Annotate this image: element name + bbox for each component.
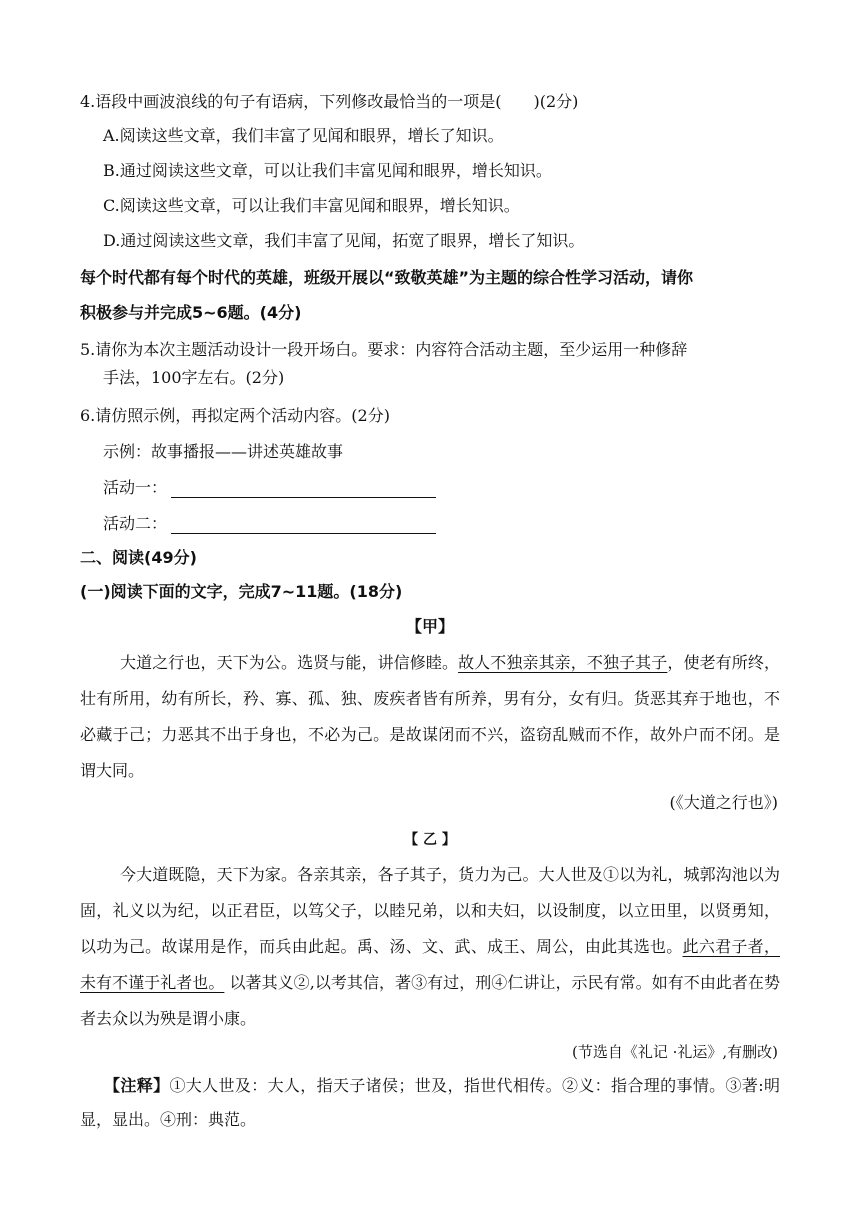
notes: [80, 1069, 780, 1137]
question-6-activity-2: [103, 514, 436, 534]
section-2-subtitle: (一)阅读下面的文字，完成7~11题。(18分): [80, 582, 403, 601]
question-4-stem: 4.语段中画波浪线的句子有语病，下列修改最恰当的一项是( )(2分): [80, 92, 579, 111]
question-6-stem: 6.请仿照示例，再拟定两个活动内容。(2分): [80, 406, 390, 425]
activity-1-label: 活动一：: [103, 478, 168, 497]
notes-text: ①大人世及：大人，指天子诸侯；世及，指世代相传。②义：指合理的事情。③著:明显，显出。④刑：典范。: [80, 1076, 780, 1129]
activity-intro-line2: 积极参与并完成5~6题。(4分): [80, 303, 302, 322]
notes-label: 【注释】: [104, 1076, 170, 1095]
question-5-line2: 手法，100字左右。(2分): [103, 368, 285, 387]
question-6-activity-1: [103, 478, 436, 498]
question-4-option-d: D.通过阅读这些文章，我们丰富了见闻，拓宽了眼界，增长了知识。: [103, 231, 585, 250]
passage-yi-text: 今大道既隐，天下为家。各亲其亲，各子其子，货力为己。大人世及①以为礼，城郭沟池以为固，礼义以为纪，以正君臣，以笃父子，以睦兄弟，以和夫妇，以设制度，以立田里，以贤勇知，以功为己。故谋用是作，而兵由此起。禹、汤、文、武、成王、周公，由此其选也。此六君子者，未有不谨于礼者也。 以著其义②,以考其信，著③有过，刑④仁讲让，示民有常。如有不由此者在势者去众以为殃是谓小康。: [80, 865, 780, 1028]
activity-1-answer-blank[interactable]: [171, 479, 436, 498]
passage-yi-underlined-sentence: 此六君子者，未有不谨于礼者也。: [80, 937, 780, 992]
passage-jia-text: 大道之行也，天下为公。选贤与能，讲信修睦。故人不独亲其亲，不独子其子，使老有所终，壮有所用，幼有所长，矜、寡、孤、独、废疾者皆有所养，男有分，女有归。货恶其弃于地也，不必藏于己；力恶其不出于身也，不必为己。是故谋闭而不兴，盗窃乱贼而不作，故外户而不闭。是谓大同。: [80, 653, 780, 780]
passage-yi-source: (节选自《礼记 ·礼运》,有删改): [571, 1043, 778, 1061]
question-6-example: 示例：故事播报——讲述英雄故事: [103, 442, 344, 461]
question-4-option-a: A.阅读这些文章，我们丰富了见闻和眼界，增长了知识。: [103, 126, 504, 145]
question-4-option-c: C.阅读这些文章，可以让我们丰富见闻和眼界，增长知识。: [103, 196, 520, 215]
passage-jia-underlined-sentence: 故人不独亲其亲，不独子其子: [458, 653, 668, 672]
activity-intro-line1: 每个时代都有每个时代的英雄，班级开展以“致敬英雄”为主题的综合性学习活动，请你: [80, 268, 694, 287]
question-4-option-b: B.通过阅读这些文章，可以让我们丰富见闻和眼界，增长知识。: [103, 161, 552, 180]
question-5-line1: 5.请你为本次主题活动设计一段开场白。要求：内容符合活动主题，至少运用一种修辞: [80, 340, 688, 359]
activity-2-label: 活动二：: [103, 514, 168, 533]
activity-2-answer-blank[interactable]: [171, 515, 436, 534]
section-2-title: 二、阅读(49分): [80, 548, 197, 567]
passage-jia-heading: 【甲】: [405, 617, 454, 636]
passage-yi-heading: 【 乙 】: [404, 832, 456, 848]
passage-jia-source: (《大道之行也》): [669, 793, 778, 812]
